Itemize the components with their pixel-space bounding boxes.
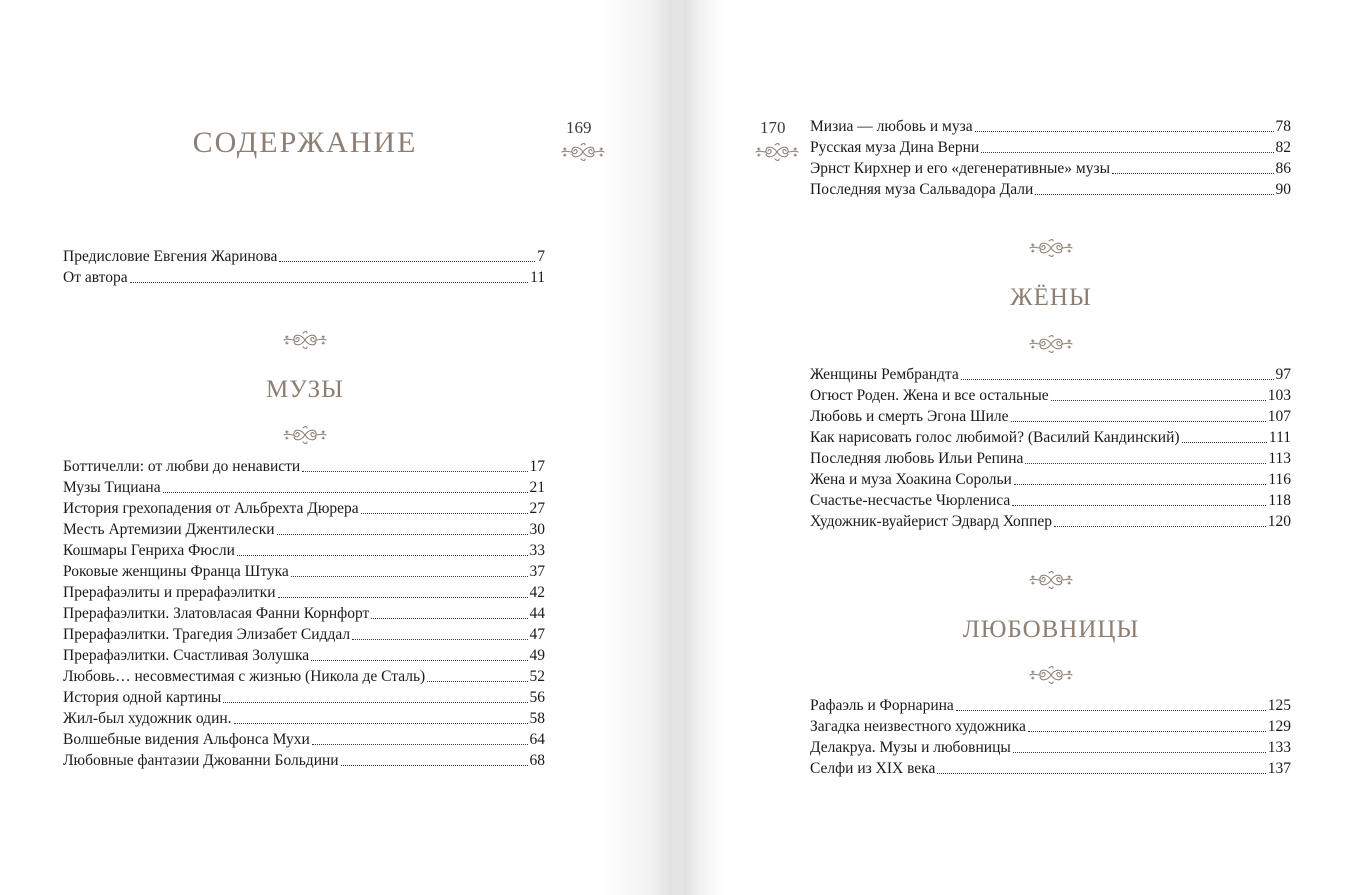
page-number: 169 (566, 118, 592, 137)
toc-entry-title: Кошмары Генриха Фюсли (63, 542, 235, 559)
toc-entry-page: 129 (1267, 718, 1291, 735)
toc-leader-dots (130, 278, 528, 283)
toc-entry-title: Любовь и смерть Эгона Шиле (810, 408, 1009, 425)
toc-entry-page: 111 (1268, 429, 1291, 446)
toc-list-muses (63, 456, 545, 771)
toc-entry-title: Месть Артемизии Джентилески (63, 521, 275, 538)
toc-entry[interactable] (63, 624, 545, 645)
toc-entry-page: 64 (529, 731, 545, 748)
toc-entry-page: 42 (529, 584, 545, 601)
toc-leader-dots (237, 551, 528, 556)
toc-leader-dots (311, 656, 527, 661)
toc-leader-dots (234, 719, 528, 724)
toc-entry[interactable] (63, 645, 545, 666)
toc-entry-page: 116 (1268, 471, 1291, 488)
toc-entry-page: 113 (1268, 450, 1291, 467)
toc-leader-dots (163, 488, 528, 493)
toc-entry-title: Селфи из XIX века (810, 760, 936, 777)
toc-entry-page: 120 (1267, 513, 1291, 530)
toc-leader-dots (1054, 522, 1266, 527)
toc-entry-page: 17 (529, 458, 545, 475)
toc-entry-page: 11 (530, 269, 545, 286)
toc-leader-dots (1182, 438, 1267, 443)
toc-entry[interactable] (63, 246, 545, 267)
toc-entry[interactable] (810, 427, 1291, 448)
toc-entry-title: Загадка неизвестного художника (810, 718, 1026, 735)
toc-leader-dots (352, 635, 527, 640)
toc-entry-page: 103 (1267, 387, 1291, 404)
toc-entry-page: 33 (529, 542, 545, 559)
section-title-lovers: ЛЮБОВНИЦЫ (962, 616, 1140, 643)
toc-entry-page: 27 (529, 500, 545, 517)
toc-entry[interactable] (810, 758, 1291, 779)
toc-leader-dots (961, 375, 1274, 380)
right-page (684, 0, 1363, 895)
toc-leader-dots (427, 677, 527, 682)
toc-entry-title: Прерафаэлиты и прерафаэлитки (63, 584, 276, 601)
flourish-ornament-icon (1028, 333, 1074, 355)
toc-entry-title: Прерафаэлитки. Трагедия Элизабет Сиддал (63, 626, 351, 643)
toc-leader-dots (1035, 190, 1273, 195)
toc-entry-title: Как нарисовать голос любимой? (Василий Кандинский) (810, 429, 1180, 446)
toc-entry-page: 97 (1275, 366, 1291, 383)
toc-entry-page: 68 (529, 752, 545, 769)
toc-entry[interactable] (63, 561, 545, 582)
toc-leader-dots (1011, 417, 1266, 422)
toc-entry-title: История грехопадения от Альбрехта Дюрера (63, 500, 359, 517)
toc-entry[interactable] (63, 267, 545, 288)
toc-entry-title: Последняя любовь Ильи Репина (810, 450, 1024, 467)
book-spine (672, 0, 684, 895)
toc-entry[interactable] (63, 603, 545, 624)
section-title-muses: МУЗЫ (266, 376, 344, 403)
toc-entry-page: 7 (537, 248, 545, 265)
toc-list-lovers (810, 695, 1291, 779)
toc-entry-title: Жил-был художник один. (63, 710, 232, 727)
toc-leader-dots (279, 257, 535, 262)
toc-entry[interactable] (810, 385, 1291, 406)
toc-entry-title: Эрнст Кирхнер и его «дегенеративные» музы (810, 160, 1111, 177)
toc-list-wives (810, 364, 1291, 532)
toc-entry[interactable] (810, 716, 1291, 737)
toc-entry-title: Предисловие Евгения Жаринова (63, 248, 278, 265)
page-gutter-shadow (684, 0, 724, 895)
toc-entry[interactable] (63, 708, 545, 729)
toc-entry[interactable] (810, 364, 1291, 385)
toc-leader-dots (1014, 480, 1266, 485)
page-number: 170 (760, 118, 786, 137)
toc-entry-title: Мизиа — любовь и муза (810, 118, 973, 135)
toc-entry-page: 82 (1275, 139, 1291, 156)
toc-entry-title: Делакруа. Музы и любовницы (810, 739, 1011, 756)
toc-leader-dots (937, 769, 1265, 774)
toc-leader-dots (981, 148, 1273, 153)
toc-entry[interactable] (810, 737, 1291, 758)
flourish-ornament-icon (1028, 664, 1074, 686)
toc-entry-title: Роковые женщины Франца Штука (63, 563, 289, 580)
toc-entry-page: 125 (1267, 697, 1291, 714)
toc-entry-page: 30 (529, 521, 545, 538)
toc-entry-page: 118 (1268, 492, 1291, 509)
toc-entry-title: Прерафаэлитки. Счастливая Золушка (63, 647, 310, 664)
toc-entry-page: 56 (529, 689, 545, 706)
toc-leader-dots (1028, 727, 1266, 732)
toc-entry[interactable] (63, 519, 545, 540)
toc-entry[interactable] (63, 498, 545, 519)
toc-entry[interactable] (63, 750, 545, 771)
toc-entry[interactable] (810, 448, 1291, 469)
flourish-ornament-icon (754, 141, 800, 163)
toc-entry-title: Художник-вуайерист Эдвард Хоппер (810, 513, 1053, 530)
flourish-ornament-icon (1028, 237, 1074, 259)
toc-entry-page: 52 (529, 668, 545, 685)
toc-leader-dots (278, 593, 528, 598)
toc-entry-title: Прерафаэлитки. Златовласая Фанни Корнфорт (63, 605, 370, 622)
toc-entry-page: 86 (1275, 160, 1291, 177)
toc-leader-dots (956, 706, 1266, 711)
toc-leader-dots (291, 572, 528, 577)
toc-entry[interactable] (810, 179, 1291, 200)
toc-entry[interactable] (810, 137, 1291, 158)
section-title-wives: ЖЁНЫ (1010, 284, 1092, 311)
page-gutter-shadow (600, 0, 672, 895)
toc-entry-page: 133 (1267, 739, 1291, 756)
toc-list-muses-continued (810, 116, 1291, 200)
toc-leader-dots (302, 467, 527, 472)
toc-entry-page: 78 (1275, 118, 1291, 135)
flourish-ornament-icon (1028, 569, 1074, 591)
toc-entry-title: Волшебные видения Альфонса Мухи (63, 731, 310, 748)
toc-entry-page: 44 (529, 605, 545, 622)
toc-leader-dots (371, 614, 527, 619)
toc-entry-title: Огюст Роден. Жена и все остальные (810, 387, 1049, 404)
toc-entry-title: Женщины Рембрандта (810, 366, 959, 383)
toc-entry-title: Музы Тициана (63, 479, 161, 496)
toc-entry-page: 49 (529, 647, 545, 664)
page-title: СОДЕРЖАНИЕ (192, 126, 418, 159)
toc-leader-dots (361, 509, 528, 514)
toc-leader-dots (975, 127, 1274, 132)
toc-entry[interactable] (810, 511, 1291, 532)
toc-entry-title: Последняя муза Сальвадора Дали (810, 181, 1034, 198)
toc-leader-dots (1112, 169, 1273, 174)
toc-entry-page: 47 (529, 626, 545, 643)
toc-entry-title: От автора (63, 269, 128, 286)
toc-entry-title: Любовные фантазии Джованни Больдини (63, 752, 339, 769)
toc-intro (63, 246, 545, 288)
toc-leader-dots (1051, 396, 1266, 401)
toc-entry[interactable] (810, 406, 1291, 427)
toc-entry-title: Любовь… несовместимая с жизнью (Никола де Сталь) (63, 668, 426, 685)
toc-leader-dots (1012, 501, 1266, 506)
toc-leader-dots (223, 698, 527, 703)
toc-entry[interactable] (810, 116, 1291, 137)
toc-entry-title: Жена и муза Хоакина Сорольи (810, 471, 1012, 488)
toc-entry[interactable] (810, 469, 1291, 490)
flourish-ornament-icon (560, 141, 606, 163)
toc-entry-title: Русская муза Дина Верни (810, 139, 980, 156)
toc-entry-title: Рафаэль и Форнарина (810, 697, 954, 714)
toc-leader-dots (1013, 748, 1266, 753)
toc-entry[interactable] (63, 729, 545, 750)
toc-leader-dots (341, 761, 528, 766)
toc-entry-page: 137 (1267, 760, 1291, 777)
toc-entry[interactable] (63, 456, 545, 477)
toc-leader-dots (312, 740, 528, 745)
toc-entry-title: Боттичелли: от любви до ненависти (63, 458, 301, 475)
toc-entry[interactable] (810, 158, 1291, 179)
toc-entry[interactable] (810, 490, 1291, 511)
toc-entry-page: 21 (529, 479, 545, 496)
toc-leader-dots (1025, 459, 1266, 464)
toc-entry[interactable] (63, 687, 545, 708)
toc-entry[interactable] (63, 666, 545, 687)
toc-entry-page: 90 (1275, 181, 1291, 198)
toc-leader-dots (277, 530, 528, 535)
toc-entry[interactable] (63, 582, 545, 603)
toc-entry[interactable] (810, 695, 1291, 716)
toc-entry-page: 107 (1267, 408, 1291, 425)
toc-entry-title: История одной картины (63, 689, 222, 706)
left-page (0, 0, 672, 895)
toc-entry-title: Счастье-несчастье Чюрлениса (810, 492, 1011, 509)
toc-entry-page: 58 (529, 710, 545, 727)
toc-entry[interactable] (63, 540, 545, 561)
toc-entry-page: 37 (529, 563, 545, 580)
flourish-ornament-icon (282, 329, 328, 351)
toc-entry[interactable] (63, 477, 545, 498)
flourish-ornament-icon (282, 424, 328, 446)
